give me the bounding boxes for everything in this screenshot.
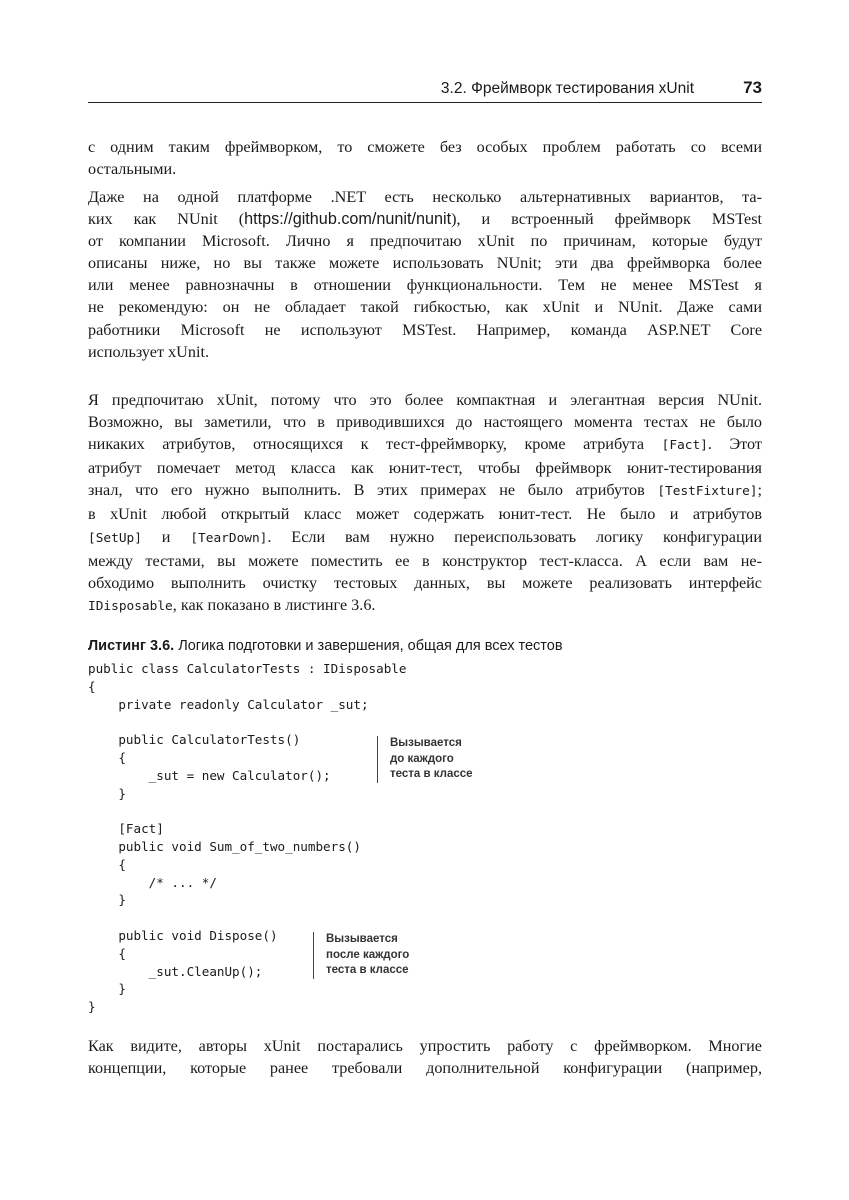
section-title: 3.2. Фреймворк тестирования xUnit (440, 80, 694, 97)
text-line: атрибут помечает метод класса как юнит-тест, чтобы фреймворк юнит-тестирования (88, 459, 762, 478)
text-line: концепции, которые ранее требовали дополнительной конфигурации (например, (88, 1059, 762, 1078)
inline-code: IDisposable (88, 598, 173, 614)
inline-code: [TearDown] (190, 530, 268, 546)
listing-caption (88, 636, 563, 656)
text-line: ких как NUnit (https://github.com/nunit/nunit), и встроенный фреймворк MSTest (88, 210, 762, 229)
dispose-annotation: Вызывается после каждого теста в классе (313, 932, 409, 979)
nunit-link[interactable]: https://github.com/nunit/nunit (244, 210, 452, 229)
text-line: [SetUp] и [TearDown]. Если вам нужно переиспользовать логику конфигурации (88, 527, 762, 546)
text-line: Я предпочитаю xUnit, потому что это более компактная и элегантная версия NUnit. (88, 391, 762, 409)
text-line: использует xUnit. (88, 342, 210, 361)
paragraph-2 (88, 186, 762, 363)
text-line: не рекомендую: он не обладает такой гибкостью, как xUnit и NUnit. Даже сами (88, 298, 762, 317)
code-listing: public class CalculatorTests : IDisposable { private readonly Calculator _sut; public CalculatorTests() { _sut = new Calculator(); } [Fact] public void Sum_of_two_numbers() { /* ... */ } public void Dispose() { _sut.CleanUp(); } } (88, 661, 407, 1015)
inline-code: [TestFixture] (657, 484, 758, 500)
text-line: знал, что его нужно выполнить. В этих примерах не было атрибутов [TestFixture]; (88, 481, 762, 500)
text-line: Возможно, вы заметили, что в приводившихся до настоящего момента тестах не было (88, 413, 762, 432)
inline-code: [Fact] (661, 438, 708, 454)
constructor-annotation: Вызывается до каждого теста в классе (377, 736, 473, 783)
text-line: с одним таким фреймворком, то сможете без особых проблем работать со всеми (88, 138, 762, 156)
text-line: IDisposable, как показано в листинге 3.6. (88, 595, 376, 614)
inline-code: [SetUp] (88, 530, 142, 546)
text-line: в xUnit любой открытый класс может содержать юнит-тест. Не было и атрибутов (88, 505, 762, 524)
listing-title: Логика подготовки и завершения, общая для всех тестов (174, 638, 563, 654)
text-line: Как видите, авторы xUnit постарались упростить работу с фреймворком. Многие (88, 1037, 762, 1055)
paragraph-4 (88, 1035, 762, 1079)
text-line: Даже на одной платформе .NET есть несколько альтернативных вариантов, та- (88, 188, 762, 206)
listing-label: Листинг 3.6. (88, 638, 175, 654)
text-line: работники Microsoft не используют MSTest. Например, команда ASP.NET Core (88, 320, 762, 339)
page-number: 73 (743, 78, 762, 97)
text-line: или менее равнозначны в отношении функциональности. Тем не менее MSTest я (88, 276, 762, 295)
text-line: от компании Microsoft. Лично я предпочитаю xUnit по причинам, которые будут (88, 232, 762, 251)
text-line: описаны ниже, но вы также можете использовать NUnit; эти два фреймворка более (88, 254, 762, 273)
text-line: остальными. (88, 160, 177, 179)
text-line: обходимо выполнить очистку тестовых данных, вы можете реализовать интерфейс (88, 573, 762, 592)
paragraph-3 (88, 389, 762, 618)
running-header (88, 78, 762, 103)
text-line: между тестами, вы можете поместить ее в конструктор тест-класса. А если вам не- (88, 551, 762, 570)
text-line: никаких атрибутов, относящихся к тест-фреймворку, кроме атрибута [Fact]. Этот (88, 435, 762, 454)
paragraph-1 (88, 136, 762, 180)
